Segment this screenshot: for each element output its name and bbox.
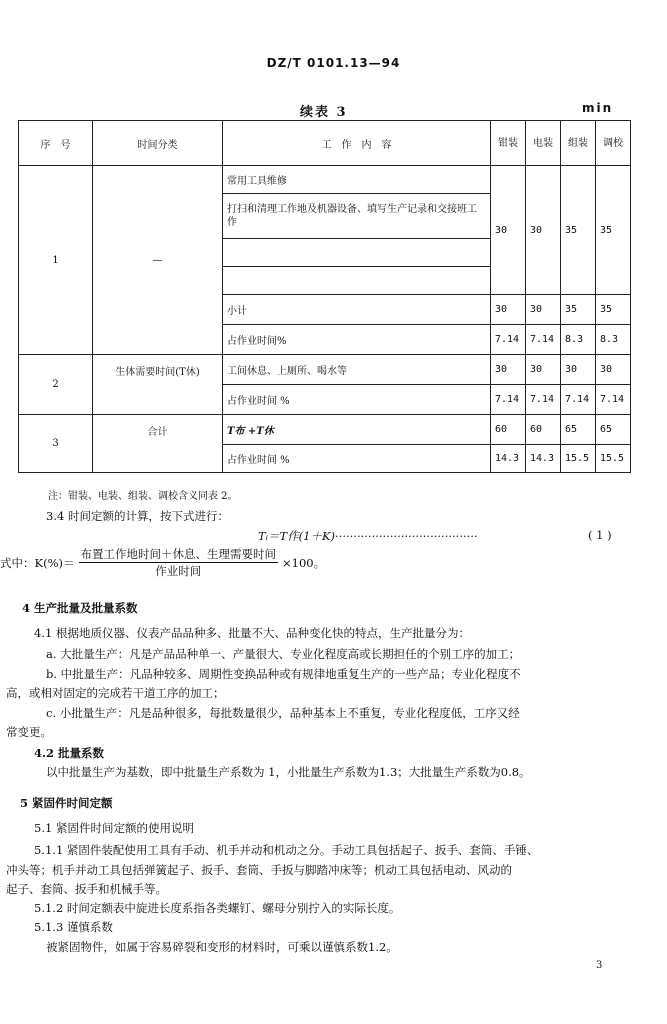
- table-row: [19, 415, 631, 445]
- cell-seq: 1: [19, 166, 93, 355]
- page-number: 3: [596, 960, 603, 971]
- section-5-heading: 5 紧固件时间定额: [20, 796, 113, 810]
- cell-v1: 14.3: [491, 445, 526, 473]
- section-5-1-3: 5.1.3 谨慎系数: [34, 920, 113, 934]
- cell-v4: 15.5: [596, 445, 631, 473]
- section-5-1-2: 5.1.2 时间定额表中旋进长度系指各类螺钉、螺母分别拧入的实际长度。: [34, 901, 401, 915]
- section-5-1-1: 5.1.1 紧固件装配使用工具有手动、机手并动和机动之分。手动工具包括起子、扳手、套筒、手锤、: [34, 843, 539, 857]
- section-5-1-1-cont1: 冲头等；机手并动工具包括弹簧起子、扳手、套筒、手扳与脚踏冲床等；机动工具包括电动、风动的: [6, 863, 512, 877]
- header-content: 工 作 内 容: [223, 121, 491, 166]
- cell-v3: 7.14: [561, 385, 596, 415]
- table-unit: min: [582, 101, 614, 115]
- standard-code: DZ/T 0101.13—94: [266, 56, 401, 70]
- cell-v4: 65: [596, 415, 631, 445]
- cell-content: 占作业时间 %: [223, 385, 491, 415]
- cell-v3: 35: [561, 295, 596, 325]
- table-note: 注：钳装、电装、组装、调校含义同表 2。: [48, 491, 238, 502]
- cell-seq: 2: [19, 355, 93, 415]
- cell-v2: 60: [526, 415, 561, 445]
- cell-v1: 7.14: [491, 385, 526, 415]
- cell-v4: 8.3: [596, 325, 631, 355]
- cell-v1: 30: [491, 166, 526, 295]
- cell-v4: 7.14: [596, 385, 631, 415]
- section-4-2-text: 以中批量生产为基数，即中批量生产系数为 1，小批量生产系数为1.3；大批量生产系数为0.8。: [46, 765, 531, 779]
- cell-category: 合计: [93, 415, 223, 473]
- header-col2: 电装: [526, 121, 561, 166]
- cell-v3: 35: [561, 166, 596, 295]
- section-5-1-3-text: 被紧固物件，如属于容易碎裂和变形的材料时，可乘以谨慎系数1.2。: [46, 940, 398, 954]
- formula-2-fraction: [79, 546, 279, 579]
- section-5-1: 5.1 紧固件时间定额的使用说明: [34, 821, 194, 835]
- cell-content: [223, 239, 491, 267]
- section-4-2-heading: 4.2 批量系数: [34, 746, 105, 760]
- cell-v2: 7.14: [526, 325, 561, 355]
- section-4-1-b: b. 中批量生产：凡品种较多、周期性变换品种或有规律地重复生产的一些产品；专业化程度不: [46, 667, 521, 681]
- formula-1-expr: Tᵢ＝T作(1＋K)·······································: [258, 529, 478, 543]
- cell-content: 打扫和清理工作地及机器设备、填写生产记录和交接班工作: [223, 194, 491, 239]
- cell-v2: 7.14: [526, 385, 561, 415]
- table-title: 续表 3: [300, 105, 348, 120]
- cell-content: T布 +T休: [223, 415, 491, 445]
- table-row: [19, 355, 631, 385]
- header-col4: 调校: [596, 121, 631, 166]
- cell-seq: 3: [19, 415, 93, 473]
- cell-v4: 30: [596, 355, 631, 385]
- formula-2-denominator: 作业时间: [155, 564, 202, 578]
- header-seq: 序 号: [19, 121, 93, 166]
- cell-content: [223, 267, 491, 295]
- formula-2-numerator: 布置工作地时间＋休息、生理需要时间: [80, 547, 276, 561]
- time-quota-table: [18, 120, 631, 473]
- cell-v1: 30: [491, 355, 526, 385]
- cell-v2: 30: [526, 355, 561, 385]
- cell-content: 占作业时间 %: [223, 445, 491, 473]
- formula-2-suffix: ×100。: [282, 555, 326, 570]
- section-4-1-b-cont: 高，或相对固定的完成若干道工序的加工；: [6, 686, 225, 700]
- cell-v1: 7.14: [491, 325, 526, 355]
- cell-content: 小计: [223, 295, 491, 325]
- section-4-1: 4.1 根据地质仪器、仪表产品品种多、批量不大、品种变化快的特点，生产批量分为：: [34, 626, 470, 640]
- section-4-1-a: a. 大批量生产：凡是产品品种单一、产量很大、专业化程度高或长期担任的个别工序的加工；: [46, 647, 521, 661]
- header-category: 时间分类: [93, 121, 223, 166]
- cell-v4: 35: [596, 295, 631, 325]
- section-5-1-1-cont2: 起子、套筒、扳手和机械手等。: [6, 882, 167, 896]
- section-4-1-c: c. 小批量生产：凡是品种很多，每批数量很少，品种基本上不重复，专业化程度低，工序又经: [46, 706, 520, 720]
- table-header-row: [19, 121, 631, 166]
- formula-2-prefix: 式中：K(%)＝: [0, 555, 75, 570]
- cell-category: 生体需要时间(T休): [93, 355, 223, 415]
- cell-v3: 30: [561, 355, 596, 385]
- formula-2: [0, 546, 325, 579]
- section-4-1-c-cont: 常变更。: [6, 725, 52, 739]
- cell-v1: 60: [491, 415, 526, 445]
- formula-1: [258, 528, 612, 544]
- cell-v3: 65: [561, 415, 596, 445]
- cell-v3: 8.3: [561, 325, 596, 355]
- cell-content: 工间休息、上厕所、喝水等: [223, 355, 491, 385]
- section-3-4: 3.4 时间定额的计算，按下式进行：: [46, 509, 229, 523]
- cell-v1: 30: [491, 295, 526, 325]
- cell-v4: 35: [596, 166, 631, 295]
- cell-v2: 30: [526, 166, 561, 295]
- cell-v3: 15.5: [561, 445, 596, 473]
- cell-v2: 14.3: [526, 445, 561, 473]
- formula-1-number: ( 1 ): [588, 528, 612, 542]
- table-row: [19, 166, 631, 194]
- cell-v2: 30: [526, 295, 561, 325]
- cell-category: —: [93, 166, 223, 355]
- cell-content: 占作业时间%: [223, 325, 491, 355]
- cell-content: 常用工具维修: [223, 166, 491, 194]
- header-col3: 组装: [561, 121, 596, 166]
- header-col1: 钳装: [491, 121, 526, 166]
- section-4-heading: 4 生产批量及批量系数: [22, 601, 138, 615]
